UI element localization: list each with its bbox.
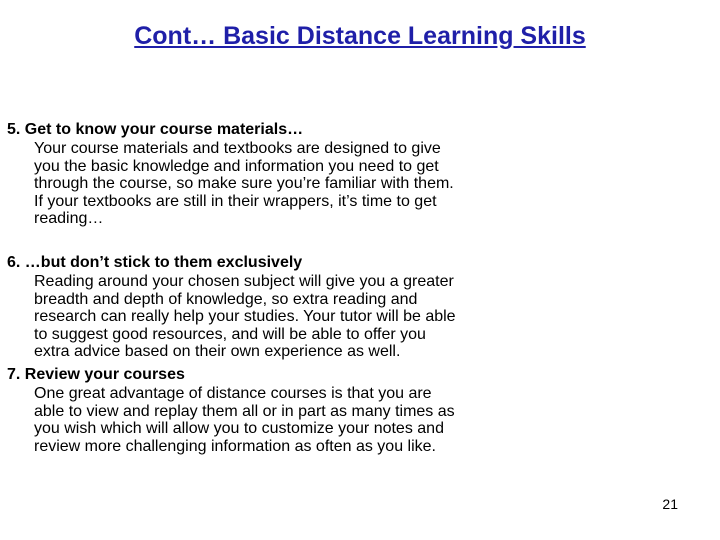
list-item bbox=[7, 253, 527, 361]
list-item bbox=[7, 365, 527, 455]
body-line: reading… bbox=[34, 210, 104, 228]
item-body bbox=[34, 140, 527, 228]
body-line: review more challenging information as often as you like. bbox=[34, 437, 436, 455]
item-heading: 6. …but don’t stick to them exclusively bbox=[7, 254, 303, 271]
body-line: you the basic knowledge and information you need to get bbox=[34, 157, 439, 175]
item-body bbox=[34, 273, 527, 361]
body-line: Reading around your chosen subject will give you a greater bbox=[34, 273, 454, 290]
body-line: breadth and depth of knowledge, so extra reading and bbox=[34, 290, 418, 308]
slide-title: Cont… Basic Distance Learning Skills bbox=[134, 22, 586, 50]
body-line: through the course, so make sure you’re familiar with them. bbox=[34, 175, 454, 193]
body-line: If your textbooks are still in their wrappers, it’s time to get bbox=[34, 192, 437, 210]
body-line: you wish which will allow you to customize your notes and bbox=[34, 420, 444, 438]
item-heading: 5. Get to know your course materials… bbox=[7, 121, 304, 138]
body-line: One great advantage of distance courses is that you are bbox=[34, 385, 432, 402]
body-line: extra advice based on their own experience as well. bbox=[34, 343, 401, 361]
item-heading: 7. Review your courses bbox=[7, 366, 185, 383]
body-line: Your course materials and textbooks are designed to give bbox=[34, 140, 441, 157]
list-item bbox=[7, 120, 527, 228]
body-line: able to view and replay them all or in part as many times as bbox=[34, 402, 455, 420]
page-number: 21 bbox=[662, 496, 678, 512]
item-body bbox=[34, 385, 527, 455]
body-line: research can really help your studies. Your tutor will be able bbox=[34, 308, 456, 326]
body-line: to suggest good resources, and will be able to offer you bbox=[34, 325, 426, 343]
